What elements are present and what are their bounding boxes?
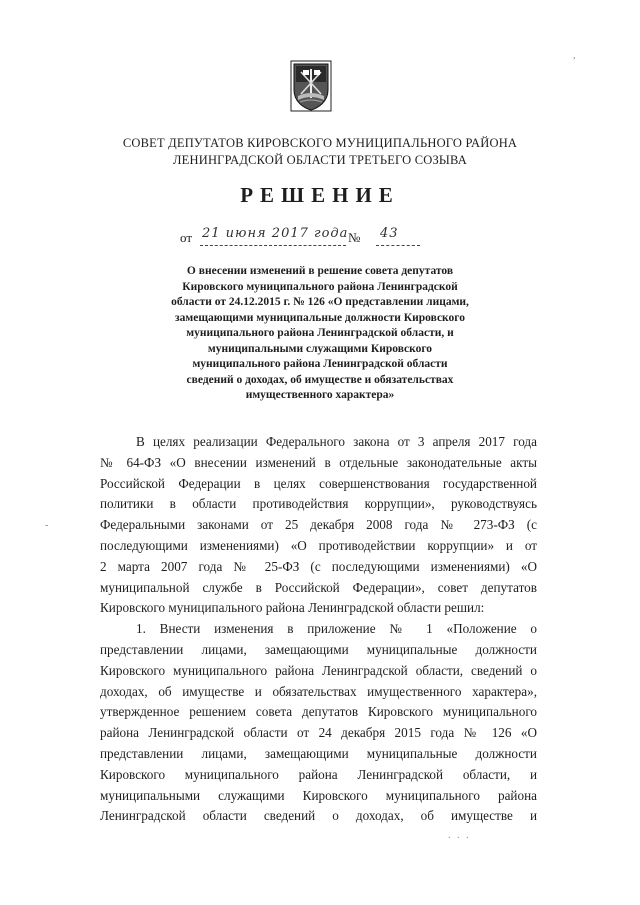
council-name-line-1: СОВЕТ ДЕПУТАТОВ КИРОВСКОГО МУНИЦИПАЛЬНОГО РАЙОНА: [122, 136, 518, 150]
body-line: представлении лицами, замещающими муниципальные должности: [100, 641, 537, 657]
subject-line: области от 24.12.2015 г. № 126 «О представлении лицами,: [171, 296, 469, 308]
decision-body: [100, 432, 537, 827]
subject-line: муниципальными служащими Кировского: [207, 342, 433, 355]
body-line: Кировского муниципального района Ленинградской области решил:: [100, 600, 485, 616]
body-line: 1. Внести изменения в приложение № 1 «Положение о: [136, 621, 537, 637]
subject-line: муниципального района Ленинградской области: [192, 358, 448, 370]
decision-subject: [150, 264, 490, 404]
subject-line: замещающими муниципальные должности Кировского: [175, 311, 465, 324]
body-line: политики в области противодействия коррупции», руководствуясь: [100, 496, 537, 512]
body-line: 2 марта 2007 года № 25-ФЗ (с последующими изменениями) «О: [100, 558, 537, 574]
number-underline: [376, 245, 420, 246]
subject-line: О внесении изменений в решение совета депутатов: [186, 265, 454, 277]
handwritten-date: 21 июня 2017 года: [202, 226, 349, 241]
date-underline: [200, 245, 346, 246]
handwritten-number: 43: [380, 226, 399, 241]
body-line: Кировского муниципального района Ленинградской области, и: [100, 766, 537, 782]
subject-line: имущественного характера»: [245, 389, 395, 401]
scan-mark: -: [45, 520, 49, 531]
document-type-title: РЕШЕНИЕ: [240, 183, 400, 207]
body-line: Кировского муниципального района Ленинградской области, сведений о: [100, 662, 537, 678]
subject-line: сведений о доходах, об имуществе и обязательствах: [186, 373, 454, 386]
council-name-line-2: ЛЕНИНГРАДСКОЙ ОБЛАСТИ ТРЕТЬЕГО СОЗЫВА: [172, 153, 467, 167]
scan-mark: ,: [573, 50, 576, 61]
date-number-line: [180, 228, 460, 248]
subject-line: муниципального района Ленинградской области, и: [186, 327, 454, 339]
body-line: Федеральными законами от 25 декабря 2008 года № 273-ФЗ (с: [100, 517, 537, 533]
date-from-label: от: [180, 230, 193, 245]
body-line: муниципальными служащими Кировского муниципального района: [100, 787, 537, 803]
body-line: Ленинградской области сведений о доходах, об имуществе и: [100, 808, 537, 824]
body-line: № 64-ФЗ «О внесении изменений в отдельные законодательные акты: [100, 454, 537, 470]
body-line: представлении лицами, замещающими муниципальные должности: [100, 745, 537, 761]
body-line: муниципальной службе в Российской Федерации», совет депутатов: [100, 579, 537, 595]
body-line: последующими изменениями) «О противодействии коррупции» и от: [100, 537, 537, 553]
body-line: доходах, об имуществе и обязательствах имущественного характера»,: [100, 683, 537, 699]
scan-mark: . . .: [448, 830, 471, 841]
number-label: №: [348, 230, 361, 245]
body-line: Российской Федерации в целях совершенствования государственной: [100, 475, 537, 491]
subject-line: Кировского муниципального района Ленинградской: [182, 280, 458, 293]
body-line: В целях реализации Федерального закона от 3 апреля 2017 года: [136, 434, 537, 449]
body-line: утвержденное решением совета депутатов Кировского муниципального: [100, 704, 537, 720]
body-line: района Ленинградской области от 24 декабря 2015 года № 126 «О: [100, 725, 537, 741]
coat-of-arms-emblem: [290, 60, 332, 112]
